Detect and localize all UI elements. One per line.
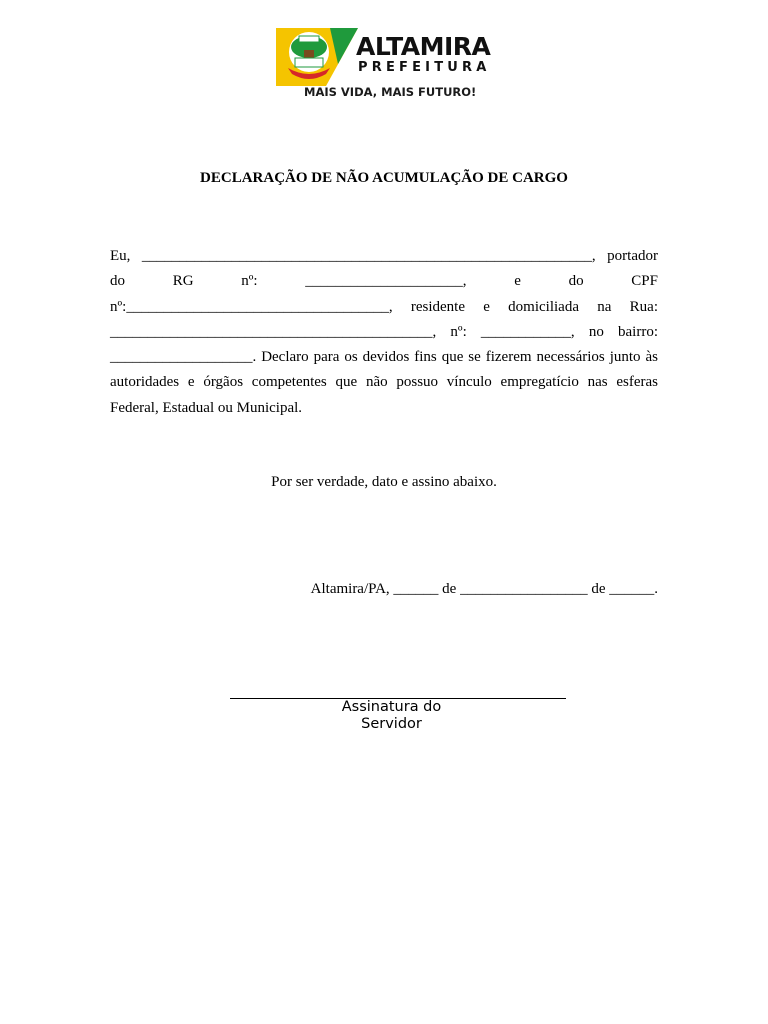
- signature-label: [0, 699, 768, 732]
- declaration-body: [110, 244, 658, 421]
- signature-label-line1: Assinatura do: [341, 699, 442, 715]
- prefeitura-logo: [276, 28, 512, 102]
- truth-statement: Por ser verdade, dato e assino abaixo.: [271, 474, 497, 490]
- altamira-emblem-icon: [276, 28, 358, 86]
- brand-name: ALTAMIRA: [356, 32, 491, 61]
- signature-label-line2: Servidor: [361, 715, 422, 732]
- date-line: Altamira/PA, ______ de _________________ de ______.: [310, 581, 658, 597]
- declaration-paragraph: Eu, ____________________________________________________________, portador do RG nº: _____________________, e do CPF nº:___________________________________, residente e domiciliada na Rua: ___________________________________________, nº: ____________, no bairro: ___________________. Declaro para os devidos fins que se fizerem necessários junto às autoridades e órgãos competentes que não possuo vínculo empregatício nas esferas Federal, Estadual ou Municipal.: [110, 248, 658, 416]
- brand-subtitle: PREFEITURA: [358, 60, 491, 75]
- brand-slogan: MAIS VIDA, MAIS FUTURO!: [304, 85, 477, 99]
- document-title: DECLARAÇÃO DE NÃO ACUMULAÇÃO DE CARGO: [200, 170, 568, 186]
